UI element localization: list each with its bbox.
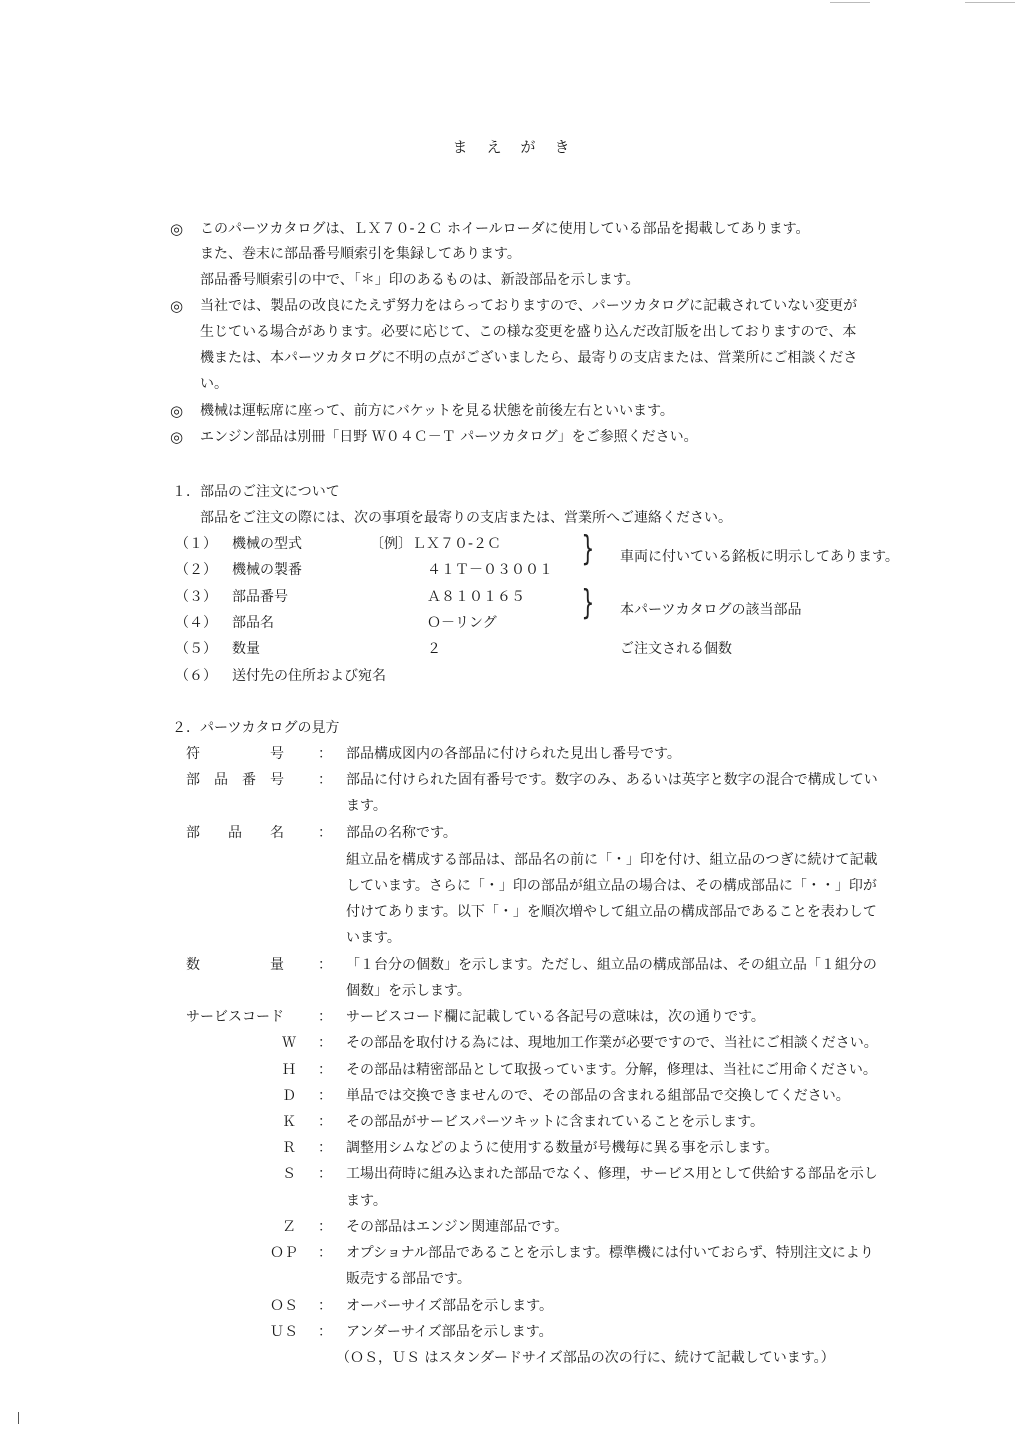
service-code: Ｓ [282, 1166, 296, 1182]
order-note-nameplate: 車両に付いている銘板に明示してあります。 [620, 549, 899, 565]
term-service-code: サービスコード [186, 1009, 284, 1025]
intro-line: 部品番号順索引の中で、「＊」印のあるものは、新設部品を示します。 [200, 272, 640, 288]
term-separator: ： [318, 772, 332, 788]
term-separator: ： [318, 1088, 332, 1104]
service-code: Ｒ [282, 1140, 296, 1156]
code-description: 工場出荷時に組み込まれた部品でなく、修理，サービス用として供給する部品を示し [346, 1166, 878, 1182]
order-item-example: Ｏ－リング [427, 615, 497, 631]
intro-line: 当社では、製品の改良にたえず努力をはらっておりますので、パーツカタログに記載されていない変更が [200, 298, 858, 314]
intro-line: エンジン部品は別冊「日野 Ｗ０４Ｃ－Ｔ パーツカタログ」をご参照ください。 [200, 429, 698, 445]
service-code: Ｚ [282, 1219, 296, 1235]
service-code: Ｈ [282, 1062, 296, 1078]
bullet-mark: ◎ [170, 402, 184, 420]
definition-line: 部品構成図内の各部品に付けられた見出し番号です。 [346, 746, 681, 762]
intro-line: 機または、本パーツカタログに不明の点がございましたら、最寄りの支店または、営業所にご相談くださ [200, 350, 858, 366]
term-separator: ： [318, 1324, 332, 1340]
order-lead: 部品をご注文の際には、次の事項を最寄りの支店または、営業所へご連絡ください。 [200, 510, 732, 526]
order-item-label: 部品名 [232, 615, 274, 631]
term-part-name: 部 品 名 [186, 825, 284, 841]
bullet-mark: ◎ [170, 428, 184, 446]
code-description: オプショナル部品であることを示します。標準機には付いておらず、特別注文により [346, 1245, 874, 1261]
right-brace: } [581, 583, 595, 623]
definition-line: ます。 [346, 798, 387, 814]
intro-line: い。 [200, 376, 228, 392]
order-item-label: 部品番号 [232, 589, 288, 605]
order-note-quantity: ご注文される個数 [620, 641, 732, 657]
order-item-example: ４１Ｔ－０３００１ [427, 562, 553, 578]
section-heading-guide: ２．パーツカタログの見方 [172, 720, 340, 736]
order-item-no: （３） [175, 589, 217, 605]
term-part-number: 部 品 番 号 [186, 772, 284, 788]
term-separator: ： [318, 1298, 332, 1314]
order-item-label: 送付先の住所および宛名 [232, 668, 386, 684]
order-item-no: （４） [175, 615, 217, 631]
code-description: 調整用シムなどのように使用する数量が号機毎に異る事を示します。 [346, 1140, 779, 1156]
definition-line: しています。さらに「・」印の部品が組立品の場合は、その構成部品に「・・」印が [346, 878, 877, 894]
term-symbol: 符 号 [186, 746, 284, 762]
definition-line: 個数」を示します。 [346, 983, 471, 999]
right-brace: } [581, 529, 595, 569]
definition-line: 部品の名称です。 [346, 825, 457, 841]
order-item-label: 数量 [232, 641, 260, 657]
intro-line: また、巻末に部品番号順索引を集録してあります。 [200, 246, 521, 262]
code-description: ます。 [346, 1193, 387, 1209]
definition-line: 「１台分の個数」を示します。ただし、組立品の構成部品は、その組立品「１組分の [346, 957, 877, 973]
order-item-example: 〔例〕ＬＸ７０-２Ｃ [370, 536, 502, 552]
service-code: ＯＰ [270, 1245, 298, 1261]
definition-line: 組立品を構成する部品は、部品名の前に「・」印を付け、組立品のつぎに続けて記載 [346, 852, 878, 868]
code-description: オーバーサイズ部品を示します。 [346, 1298, 554, 1314]
term-separator: ： [318, 1062, 332, 1078]
term-quantity: 数 量 [186, 957, 284, 973]
scan-speck [18, 1412, 19, 1424]
footnote: （ＯＳ，ＵＳ はスタンダードサイズ部品の次の行に、続けて記載しています。） [336, 1350, 835, 1366]
service-code: Ｄ [282, 1088, 296, 1104]
scan-speck [965, 2, 1015, 3]
order-item-no: （６） [175, 668, 217, 684]
term-separator: ： [318, 1114, 332, 1130]
intro-line: 生じている場合があります。必要に応じて、この様な変更を盛り込んだ改訂版を出しておりますので、本 [200, 324, 857, 340]
term-separator: ： [318, 825, 332, 841]
order-item-no: （２） [175, 562, 217, 578]
page-title: ま え が き [452, 138, 572, 156]
term-separator: ： [318, 746, 332, 762]
term-separator: ： [318, 1140, 332, 1156]
order-item-no: （５） [175, 641, 217, 657]
bullet-mark: ◎ [170, 220, 184, 238]
order-item-label: 機械の製番 [232, 562, 302, 578]
order-note-catalog: 本パーツカタログの該当部品 [620, 602, 802, 618]
term-separator: ： [318, 1219, 332, 1235]
code-description: 販売する部品です。 [346, 1271, 471, 1287]
order-item-no: （１） [175, 536, 217, 552]
term-separator: ： [318, 957, 332, 973]
code-description: その部品は精密部品として取扱っています。分解，修理は、当社にご用命ください。 [346, 1062, 877, 1078]
definition-line: サービスコード欄に記載している各記号の意味は，次の通りです。 [346, 1009, 765, 1025]
order-item-example: Ａ８１０１６５ [427, 589, 525, 605]
definition-line: 部品に付けられた固有番号です。数字のみ、あるいは英字と数字の混合で構成してい [346, 772, 878, 788]
code-description: その部品がサービスパーツキットに含まれていることを示します。 [346, 1114, 765, 1130]
intro-line: 機械は運転席に座って、前方にバケットを見る状態を前後左右といいます。 [200, 403, 674, 419]
term-separator: ： [318, 1009, 332, 1025]
code-description: 単品では交換できませんので、その部品の含まれる組部品で交換してください。 [346, 1088, 850, 1104]
code-description: その部品を取付ける為には、現地加工作業が必要ですので、当社にご相談ください。 [346, 1035, 878, 1051]
section-heading-order: １．部品のご注文について [172, 484, 340, 500]
service-code: Ｗ [282, 1035, 296, 1051]
service-code: Ｋ [282, 1114, 296, 1130]
code-description: アンダーサイズ部品を示します。 [346, 1324, 553, 1340]
intro-line: このパーツカタログは、ＬＸ７０-２Ｃ ホイールローダに使用している部品を掲載してあります。 [200, 221, 810, 237]
definition-line: います。 [346, 930, 401, 946]
service-code: ＵＳ [270, 1324, 298, 1340]
service-code: ＯＳ [270, 1298, 298, 1314]
term-separator: ： [318, 1245, 332, 1261]
code-description: その部品はエンジン関連部品です。 [346, 1219, 569, 1235]
order-item-example: ２ [427, 641, 441, 657]
order-item-label: 機械の型式 [232, 536, 302, 552]
bullet-mark: ◎ [170, 297, 184, 315]
term-separator: ： [318, 1166, 332, 1182]
term-separator: ： [318, 1035, 332, 1051]
definition-line: 付けてあります。以下「・」を順次増やして組立品の構成部品であることを表わして [346, 904, 877, 920]
scan-speck [830, 2, 870, 3]
